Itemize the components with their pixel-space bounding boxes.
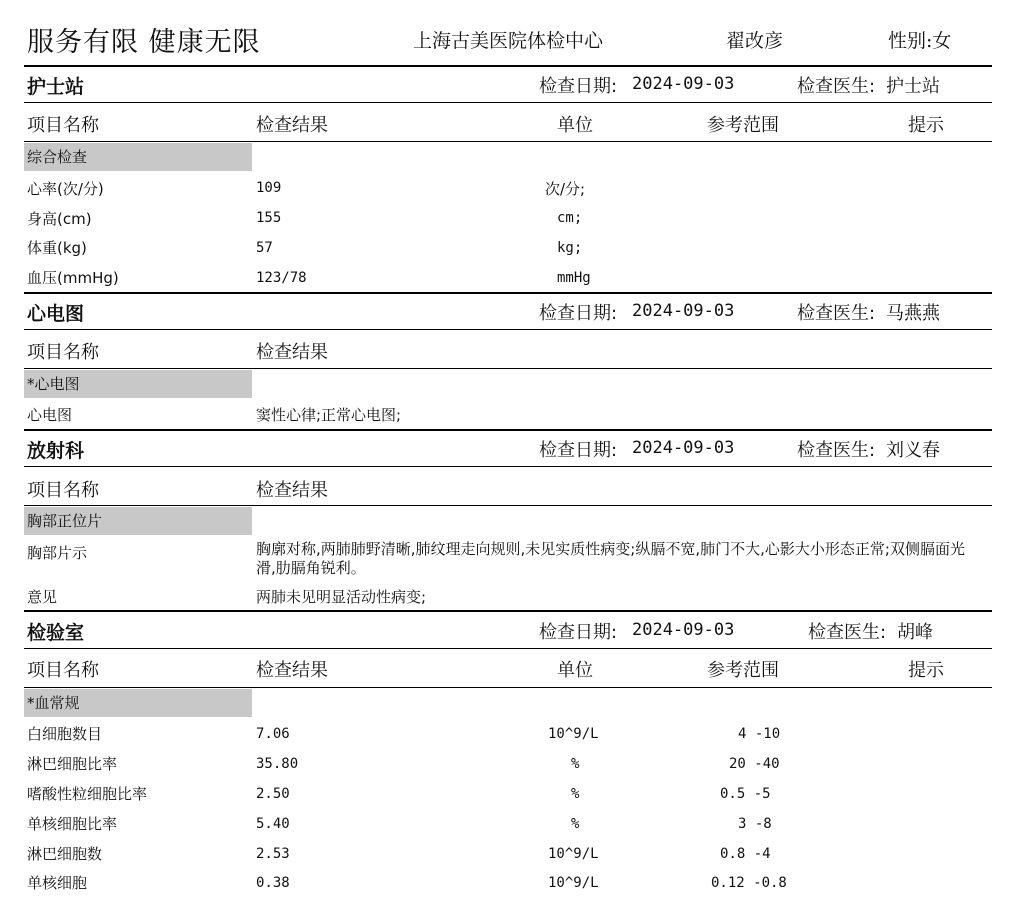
item-result: 155	[256, 210, 282, 226]
exam-date-label: 检查日期:	[539, 622, 618, 643]
section-divider	[24, 292, 992, 294]
item-range: 0.12 -0.8	[711, 875, 787, 891]
col-header-item: 项目名称	[27, 660, 99, 681]
item-result: 两肺未见明显活动性病变;	[256, 588, 427, 606]
item-result: 109	[256, 180, 282, 196]
exam-date-value: 2024-09-03	[632, 438, 735, 458]
item-range: 20 -40	[729, 756, 780, 772]
col-header-item: 项目名称	[27, 115, 99, 136]
item-unit: cm;	[557, 210, 583, 226]
item-unit: 次/分;	[545, 180, 586, 198]
col-header-result: 检查结果	[256, 342, 328, 363]
col-header-unit: 单位	[557, 660, 593, 681]
section-title-nurse: 护士站	[27, 76, 85, 98]
item-name: 白细胞数目	[27, 725, 103, 743]
column-header-rule	[24, 687, 992, 688]
section-title-ecg: 心电图	[27, 303, 85, 325]
doctor-value: 刘义春	[886, 440, 940, 461]
hospital-name: 上海古美医院体检中心	[413, 30, 604, 52]
column-header-rule	[24, 141, 992, 142]
col-header-range: 参考范围	[707, 660, 779, 681]
item-result: 7.06	[256, 726, 290, 742]
column-header-rule	[24, 368, 992, 369]
item-range: 4 -10	[738, 726, 781, 742]
item-name: 体重(kg)	[27, 239, 87, 257]
item-result: 35.80	[256, 756, 299, 772]
item-result: 57	[256, 240, 273, 256]
doctor-label: 检查医生:	[808, 622, 887, 643]
doctor-value: 护士站	[886, 76, 940, 97]
item-unit: 10^9/L	[548, 726, 599, 742]
exam-date-value: 2024-09-03	[632, 74, 735, 94]
header-rule	[24, 102, 992, 103]
category-label: 胸部正位片	[24, 507, 252, 535]
item-result: 0.38	[256, 875, 290, 891]
exam-date-value: 2024-09-03	[632, 301, 735, 321]
col-header-result: 检查结果	[256, 660, 328, 681]
item-unit: %	[571, 816, 580, 832]
item-name: 嗜酸性粒细胞比率	[27, 785, 148, 803]
col-header-hint: 提示	[908, 115, 944, 136]
item-unit: 10^9/L	[548, 875, 599, 891]
item-result: 2.50	[256, 786, 290, 802]
item-result: 2.53	[256, 846, 290, 862]
col-header-result: 检查结果	[256, 115, 328, 136]
category-label: *心电图	[24, 370, 252, 398]
section-title-radiology: 放射科	[27, 440, 85, 462]
col-header-unit: 单位	[557, 115, 593, 136]
item-name: 淋巴细胞比率	[27, 755, 118, 773]
item-name: 单核细胞	[27, 874, 88, 892]
exam-date-label: 检查日期:	[539, 76, 618, 97]
header-rule	[24, 329, 992, 330]
doctor-label: 检查医生:	[797, 440, 876, 461]
item-name: 意见	[27, 588, 58, 606]
section-divider	[24, 429, 992, 431]
item-name: 血压(mmHg)	[27, 269, 119, 287]
item-name: 心率(次/分)	[27, 180, 104, 198]
item-name: 胸部片示	[27, 544, 88, 562]
doctor-value: 胡峰	[897, 622, 933, 643]
item-name: 身高(cm)	[27, 210, 92, 228]
section-title-lab: 检验室	[27, 622, 85, 644]
item-name: 心电图	[27, 406, 73, 424]
item-range: 3 -8	[738, 816, 772, 832]
col-header-hint: 提示	[908, 660, 944, 681]
item-unit: kg;	[557, 240, 583, 256]
col-header-result: 检查结果	[256, 480, 328, 501]
exam-date-value: 2024-09-03	[632, 620, 735, 640]
item-range: 0.8 -4	[720, 846, 771, 862]
exam-date-label: 检查日期:	[539, 440, 618, 461]
item-unit: %	[571, 756, 580, 772]
patient-gender: 性别:女	[888, 30, 952, 52]
doctor-label: 检查医生:	[797, 76, 876, 97]
header-rule	[24, 466, 992, 467]
item-name: 淋巴细胞数	[27, 845, 103, 863]
section-divider	[24, 610, 992, 612]
patient-name: 翟改彦	[726, 30, 784, 52]
brand-slogan: 服务有限 健康无限	[27, 27, 261, 58]
item-range: 0.5 -5	[720, 786, 771, 802]
doctor-value: 马燕燕	[886, 303, 940, 324]
column-header-rule	[24, 505, 992, 506]
exam-date-label: 检查日期:	[539, 303, 618, 324]
item-result: 5.40	[256, 816, 290, 832]
header-rule	[24, 648, 992, 649]
item-unit: 10^9/L	[548, 846, 599, 862]
category-label: 综合检查	[24, 143, 252, 171]
item-result: 窦性心律;正常心电图;	[256, 406, 402, 424]
category-label: *血常规	[24, 689, 252, 717]
doctor-label: 检查医生:	[797, 303, 876, 324]
item-unit: mmHg	[557, 270, 591, 286]
col-header-item: 项目名称	[27, 342, 99, 363]
item-result: 胸廓对称,两肺肺野清晰,肺纹理走向规则,未见实质性病变;纵膈不宽,肺门不大,心影大小形态正常;双侧膈面光滑,肋膈角锐利。	[256, 540, 965, 577]
item-name: 单核细胞比率	[27, 815, 118, 833]
col-header-range: 参考范围	[707, 115, 779, 136]
col-header-item: 项目名称	[27, 480, 99, 501]
section-divider	[24, 65, 992, 67]
item-result: 123/78	[256, 270, 307, 286]
item-unit: %	[571, 786, 580, 802]
